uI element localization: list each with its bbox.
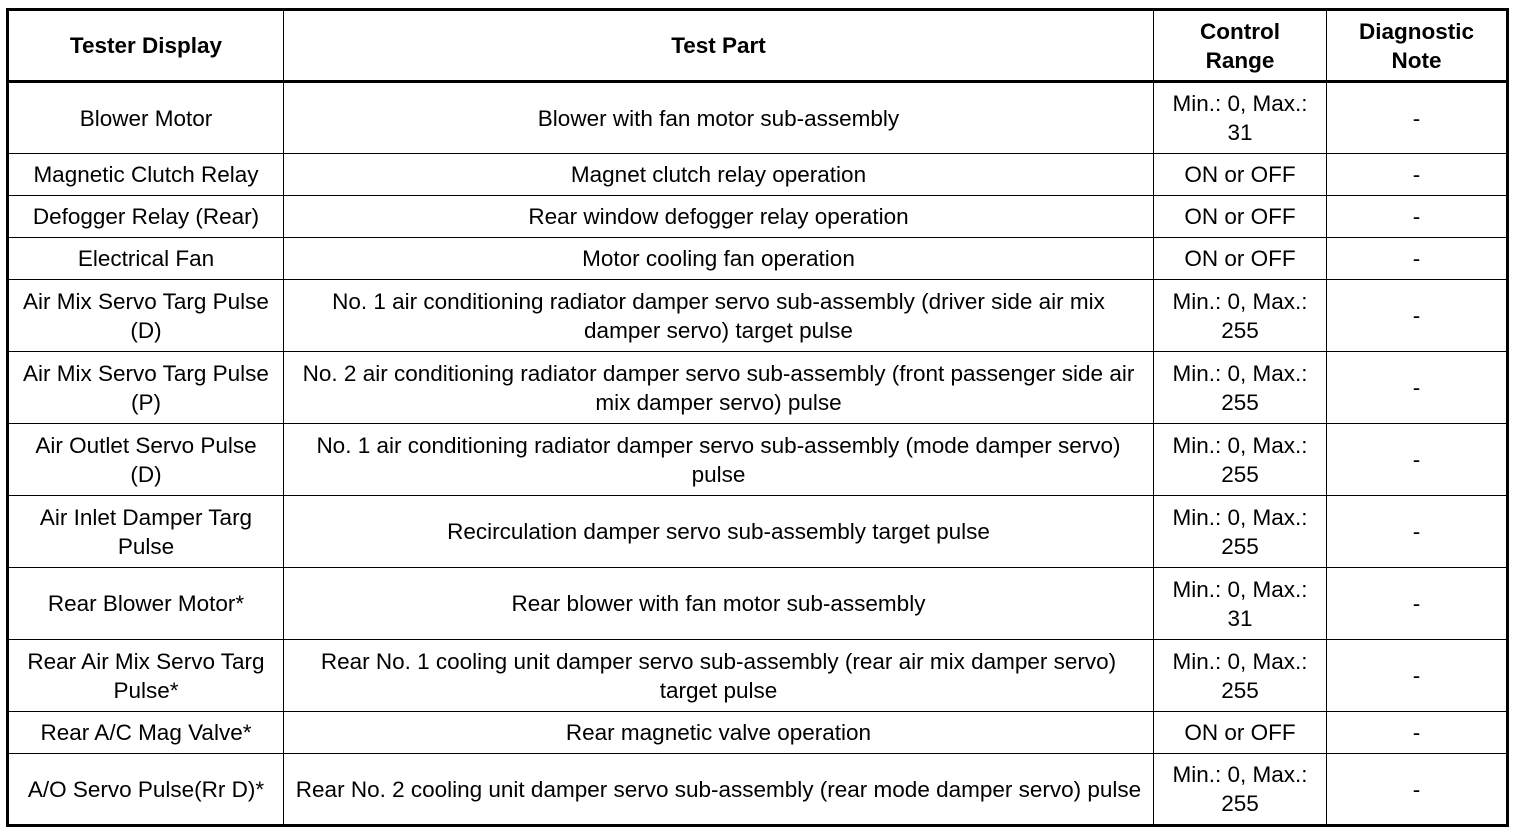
table-row: [8, 754, 1508, 826]
cell-test-part: Rear No. 1 cooling unit damper servo sub-assembly (rear air mix damper servo) target pulse: [284, 640, 1154, 712]
table-row: [8, 82, 1508, 154]
cell-diagnostic-note: -: [1327, 424, 1508, 496]
cell-control-range: Min.: 0, Max.: 255: [1154, 352, 1327, 424]
header-control-range: Control Range: [1154, 10, 1327, 82]
cell-diagnostic-note: -: [1327, 280, 1508, 352]
cell-tester-display: Air Mix Servo Targ Pulse (P): [8, 352, 284, 424]
cell-diagnostic-note: -: [1327, 496, 1508, 568]
table-row: [8, 712, 1508, 754]
cell-diagnostic-note: -: [1327, 238, 1508, 280]
cell-tester-display: Air Outlet Servo Pulse (D): [8, 424, 284, 496]
cell-tester-display: Rear A/C Mag Valve*: [8, 712, 284, 754]
cell-test-part: No. 1 air conditioning radiator damper servo sub-assembly (driver side air mix damper servo) target pulse: [284, 280, 1154, 352]
cell-control-range: ON or OFF: [1154, 196, 1327, 238]
table-row: [8, 424, 1508, 496]
cell-tester-display: Electrical Fan: [8, 238, 284, 280]
cell-diagnostic-note: -: [1327, 196, 1508, 238]
cell-control-range: ON or OFF: [1154, 154, 1327, 196]
cell-tester-display: Magnetic Clutch Relay: [8, 154, 284, 196]
cell-diagnostic-note: -: [1327, 640, 1508, 712]
cell-test-part: Rear window defogger relay operation: [284, 196, 1154, 238]
cell-tester-display: Air Mix Servo Targ Pulse (D): [8, 280, 284, 352]
cell-control-range: Min.: 0, Max.: 255: [1154, 640, 1327, 712]
table-row: [8, 568, 1508, 640]
header-diagnostic-note: Diagnostic Note: [1327, 10, 1508, 82]
table-row: [8, 154, 1508, 196]
cell-test-part: Magnet clutch relay operation: [284, 154, 1154, 196]
cell-control-range: Min.: 0, Max.: 31: [1154, 82, 1327, 154]
cell-test-part: Rear magnetic valve operation: [284, 712, 1154, 754]
cell-control-range: Min.: 0, Max.: 255: [1154, 280, 1327, 352]
cell-tester-display: Air Inlet Damper Targ Pulse: [8, 496, 284, 568]
cell-control-range: ON or OFF: [1154, 238, 1327, 280]
cell-diagnostic-note: -: [1327, 754, 1508, 826]
cell-diagnostic-note: -: [1327, 82, 1508, 154]
table-row: [8, 352, 1508, 424]
table-row: [8, 280, 1508, 352]
cell-control-range: ON or OFF: [1154, 712, 1327, 754]
header-tester-display: Tester Display: [8, 10, 284, 82]
cell-tester-display: Rear Blower Motor*: [8, 568, 284, 640]
cell-control-range: Min.: 0, Max.: 31: [1154, 568, 1327, 640]
cell-tester-display: Blower Motor: [8, 82, 284, 154]
cell-test-part: Recirculation damper servo sub-assembly target pulse: [284, 496, 1154, 568]
cell-diagnostic-note: -: [1327, 352, 1508, 424]
cell-control-range: Min.: 0, Max.: 255: [1154, 424, 1327, 496]
cell-test-part: Blower with fan motor sub-assembly: [284, 82, 1154, 154]
cell-tester-display: Defogger Relay (Rear): [8, 196, 284, 238]
table-row: [8, 640, 1508, 712]
cell-control-range: Min.: 0, Max.: 255: [1154, 754, 1327, 826]
cell-tester-display: Rear Air Mix Servo Targ Pulse*: [8, 640, 284, 712]
cell-test-part: No. 2 air conditioning radiator damper servo sub-assembly (front passenger side air mix damper servo) pulse: [284, 352, 1154, 424]
cell-diagnostic-note: -: [1327, 568, 1508, 640]
header-test-part: Test Part: [284, 10, 1154, 82]
header-row: [8, 10, 1508, 82]
table-row: [8, 238, 1508, 280]
data-list-table: [6, 8, 1509, 827]
cell-test-part: Rear blower with fan motor sub-assembly: [284, 568, 1154, 640]
table-row: [8, 496, 1508, 568]
cell-tester-display: A/O Servo Pulse(Rr D)*: [8, 754, 284, 826]
cell-test-part: No. 1 air conditioning radiator damper servo sub-assembly (mode damper servo) pulse: [284, 424, 1154, 496]
table-row: [8, 196, 1508, 238]
cell-test-part: Rear No. 2 cooling unit damper servo sub-assembly (rear mode damper servo) pulse: [284, 754, 1154, 826]
cell-diagnostic-note: -: [1327, 712, 1508, 754]
cell-diagnostic-note: -: [1327, 154, 1508, 196]
cell-test-part: Motor cooling fan operation: [284, 238, 1154, 280]
cell-control-range: Min.: 0, Max.: 255: [1154, 496, 1327, 568]
